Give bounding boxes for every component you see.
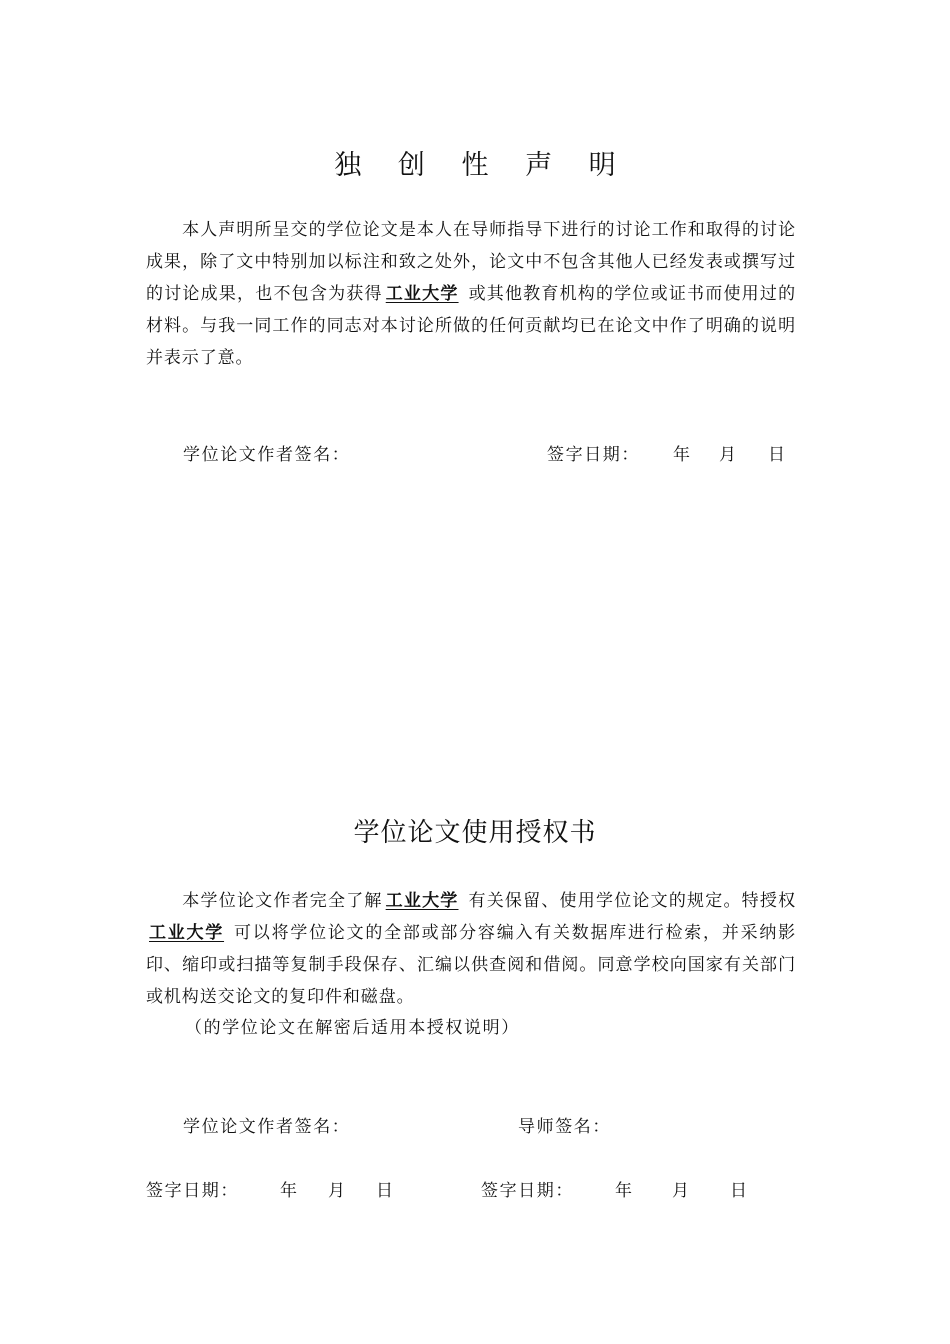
- authorization-advisor-sign-label: 导师签名：: [518, 1117, 611, 1137]
- authorization-note: （的学位论文在解密后适用本授权说明）: [185, 1018, 520, 1038]
- declaration-month-label: 月: [719, 445, 736, 465]
- authorization-author-sign-label: 学位论文作者签名：: [183, 1117, 351, 1137]
- authorization-right-year: 年: [615, 1181, 632, 1201]
- declaration-text-part2: 或其他教育机构的学位或证书而使用过的材料。与我一同工作的同志对本讨论所做的任何贡献均已在论文中作了明确的说明并表示了意。: [146, 284, 797, 368]
- authorization-date-label-left: 签字日期：: [146, 1181, 239, 1201]
- declaration-year-label: 年: [673, 445, 690, 465]
- authorization-title: 学位论文使用授权书: [353, 818, 597, 848]
- declaration-text-part1: 本人声明所呈交的学位论文是本人在导师指导下进行的讨论工作和取得的讨论成果，除了文中特别加以标注和致之处外，论文中不包含其他人已经发表或撰写过的讨论成果，也不包含为获得: [146, 220, 796, 304]
- declaration-date-label: 签字日期：: [547, 445, 640, 465]
- declaration-body: [146, 214, 796, 374]
- authorization-university-2: 工业大学: [149, 923, 225, 943]
- authorization-date-label-right: 签字日期：: [481, 1181, 574, 1201]
- declaration-author-sign-label: 学位论文作者签名：: [183, 445, 351, 465]
- declaration-title: 独 创 性 声 明: [334, 150, 630, 181]
- declaration-day-label: 日: [768, 445, 785, 465]
- authorization-left-month: 月: [328, 1181, 345, 1201]
- authorization-right-day: 日: [730, 1181, 747, 1201]
- authorization-text-part2: 有关保留、使用学位论文的规定。特授权: [468, 891, 796, 911]
- authorization-right-month: 月: [672, 1181, 689, 1201]
- authorization-university-1: 工业大学: [385, 891, 459, 911]
- authorization-left-year: 年: [280, 1181, 297, 1201]
- authorization-text-part1: 本学位论文作者完全了解: [182, 891, 383, 911]
- authorization-left-day: 日: [376, 1181, 393, 1201]
- authorization-text-part3: 可以将学位论文的全部或部分容编入有关数据库进行检索，并采纳影印、缩印或扫描等复制手段保存、汇编以供查阅和借阅。同意学校向国家有关部门或机构送交论文的复印件和磁盘。: [146, 923, 796, 1007]
- declaration-university: 工业大学: [385, 284, 459, 304]
- authorization-body: [146, 885, 796, 1013]
